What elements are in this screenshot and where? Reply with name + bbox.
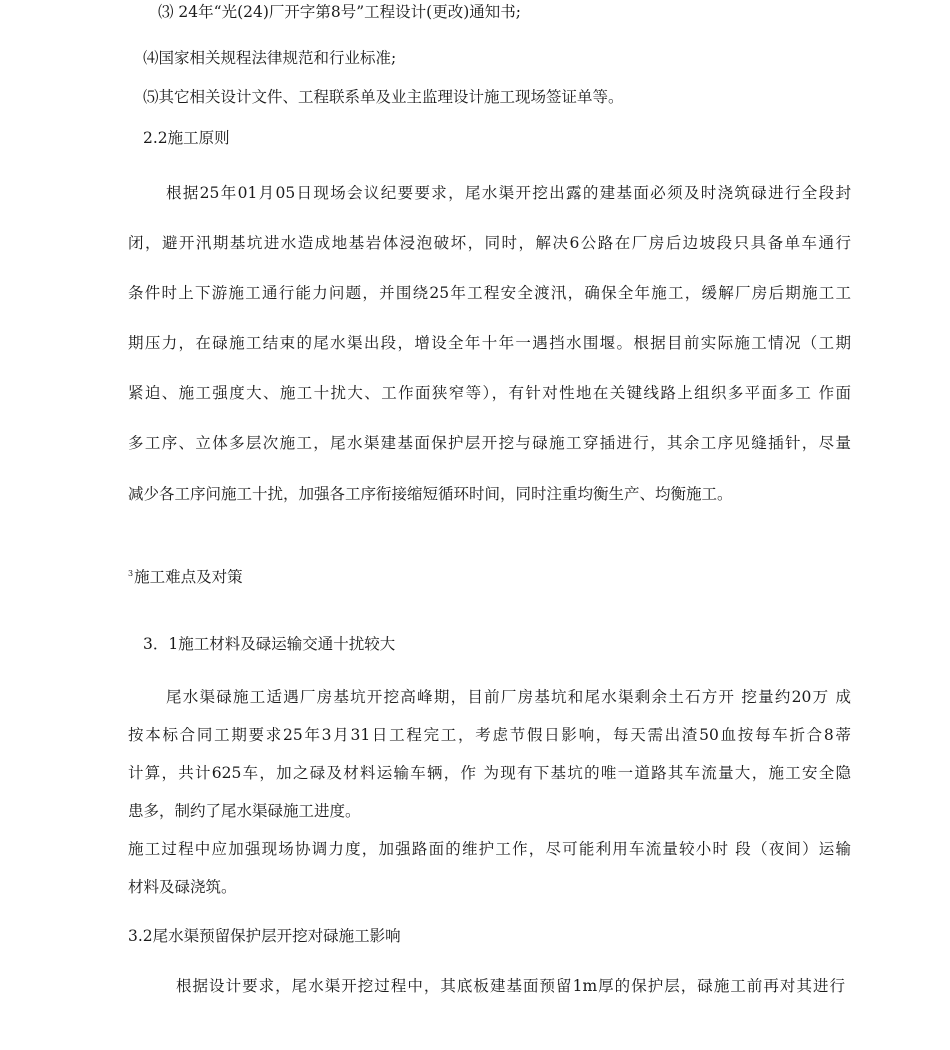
paragraph-line: 计算，共计625车，加之碌及材料运输车辆，作 为现有下基坑的唯一道路其车流量大，施工安全隐 (128, 764, 851, 782)
paragraph-line: 施工过程中应加强现场协调力度，加强路面的维护工作，尽可能利用车流量较小时 段（夜间）运输 (128, 840, 851, 858)
paragraph-line: 材料及碌浇筑。 (128, 878, 237, 896)
section-heading-2-2: 2.2施工原则 (143, 129, 230, 147)
section-number: 3 (128, 569, 134, 578)
section-heading-3-1: 3．1施工材料及碌运输交通十扰较大 (143, 635, 396, 653)
paragraph-line: 期压力，在碌施工结束的尾水渠出段，增设全年十年一遇挡水围堰。根据目前实际施工情况（工期 (128, 334, 851, 352)
paragraph-line: 闭，避开汛期基坑进水造成地基岩体浸泡破坏，同时，解决6公路在厂房后边坡段只具备单车通行 (128, 234, 851, 252)
list-item-3: ⑶ 24年“光(24)厂开字第8号”工程设计(更改)通知书; (158, 3, 521, 21)
paragraph-line: 按本标合同工期要求25年3月31日工程完工，考虑节假日影响，每天需出渣50血按每车折合8蒂 (128, 726, 851, 744)
paragraph-line: 患多，制约了尾水渠碌施工进度。 (128, 802, 361, 820)
paragraph-line: 条件时上下游施工通行能力问题，并围绕25年工程安全渡汛，确保全年施工，缓解厂房后期施工工 (128, 284, 851, 302)
paragraph-line: 紧迫、施工强度大、施工十扰大、工作面狭窄等），有针对性地在关键线路上组织多平面多工 作面 (128, 384, 851, 402)
paragraph-line: 尾水渠碌施工适遇厂房基坑开挖高峰期，目前厂房基坑和尾水渠剩余土石方开 挖量约20万 成 (166, 688, 851, 706)
section-heading-3 (128, 564, 243, 587)
section-heading-3-2: 3.2尾水渠预留保护层开挖对碌施工影响 (128, 927, 401, 945)
section-title: 施工难点及对策 (134, 568, 243, 587)
paragraph-line: 根据25年01月05日现场会议纪要要求，尾水渠开挖出露的建基面必须及时浇筑碌进行全段封 (166, 184, 851, 202)
list-item-4: ⑷国家相关规程法律规范和行业标准; (143, 49, 397, 67)
paragraph-line: 减少各工序问施工十扰，加强各工序衔接缩短循环时间，同时注重均衡生产、均衡施工。 (128, 485, 733, 503)
list-item-5: ⑸其它相关设计文件、工程联系单及业主监理设计施工现场签证单等。 (143, 88, 624, 106)
paragraph-line: 多工序、立体多层次施工，尾水渠建基面保护层开挖与碌施工穿插进行，其余工序见缝插针，尽量 (128, 434, 851, 452)
paragraph-line: 根据设计要求，尾水渠开挖过程中，其底板建基面预留1m厚的保护层，碌施工前再对其进行 (176, 977, 845, 995)
